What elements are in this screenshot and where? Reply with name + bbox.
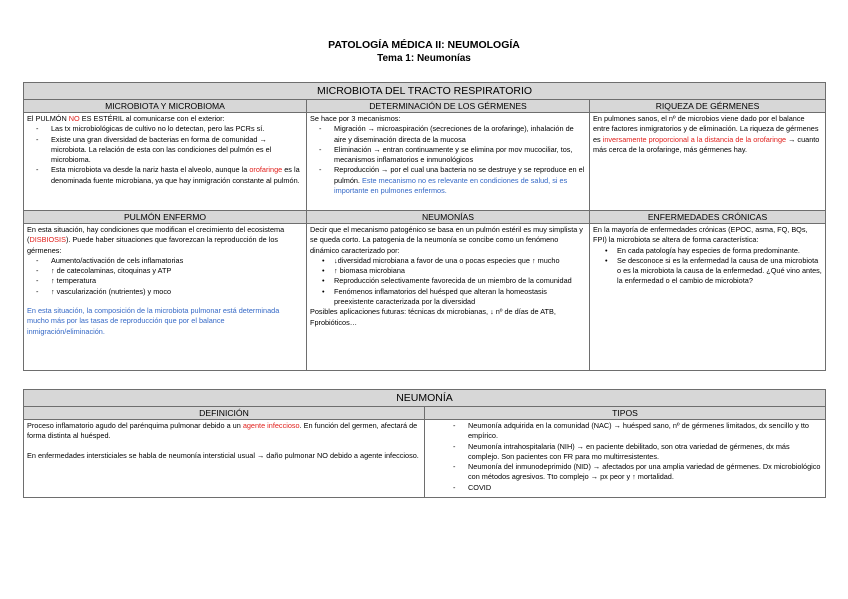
microbiota-table xyxy=(23,82,826,371)
heading-riqueza-germenes: RIQUEZA DE GÉRMENES xyxy=(590,100,826,113)
list-item: - Esta microbiota va desde la nariz hasta el alveolo, aunque la orofaringe es la denominada fuente microbiana, ya que hay inmigración constante al pulmón. xyxy=(51,165,303,186)
paragraph: Proceso inflamatorio agudo del parénquima pulmonar debido a un agente infeccioso. En función del germen, afectará de forma distinta al huésped. xyxy=(27,421,418,441)
paragraph: En enfermedades intersticiales se habla de neumonía intersticial usual → daño pulmonar NO debido a agente infeccioso. xyxy=(27,450,419,460)
heading-tipos: TIPOS xyxy=(425,407,826,420)
list-item: - Eliminación → entran continuamente y se elimina por mov mucociliar, tos, mecanismos inflamatorios e inmunológicos xyxy=(334,145,586,166)
list-item: • En cada patología hay especies de forma predominante. xyxy=(617,246,822,256)
list-item: - ↑ de catecolaminas, citoquinas y ATP xyxy=(51,266,303,276)
heading-determinacion-germenes: DETERMINACIÓN DE LOS GÉRMENES xyxy=(307,100,590,113)
paragraph: En la mayoría de enfermedades crónicas (EPOC, asma, FQ, BQs, FPI) la microbiota se altera de forma característica: xyxy=(593,225,808,245)
list-item: - COVID xyxy=(468,483,822,493)
list-item: - Migración → microaspiración (secreciones de la orofaringe), inhalación de aire y diseminación directa de la mucosa xyxy=(334,124,586,145)
cell-riqueza-germenes xyxy=(590,113,826,211)
list-item: • Se desconoce si es la enfermedad la causa de una microbiota o es la microbiota la causa de la enfermedad. ¿Qué vino antes, la enfermedad o el cambio de microbiota? xyxy=(617,256,822,287)
paragraph: El PULMÓN NO ES ESTÉRIL al comunicarse con el exterior: xyxy=(27,114,225,123)
list-item: • ↓diversidad microbiana a favor de una o pocas especies que ↑ mucho xyxy=(334,256,586,266)
list-item: - Neumonía del inmunodeprimido (NID) → afectados por una amplia variedad de gérmenes. Dx microbiológico con métodos agresivos. Tto complejo → px peor y ↑ mortalidad. xyxy=(468,462,822,483)
bullet-list xyxy=(428,421,822,493)
list-item: - ↑ vascularización (nutrientes) y moco xyxy=(51,287,303,297)
neumonia-table-caption: NEUMONÍA xyxy=(24,390,826,407)
document-subtitle: Tema 1: Neumonías xyxy=(377,53,471,64)
note: En esta situación, la composición de la microbiota pulmonar está determinada mucho más por las tasas de reproducción que por el balance inmigración/eliminación. xyxy=(27,306,280,336)
heading-microbiota-microbioma: MICROBIOTA Y MICROBIOMA xyxy=(24,100,307,113)
cell-neumonias xyxy=(307,224,590,371)
list-item: • Fenómenos inflamatorios del huésped que alteran la homeostasis preexistente caracterizada por la diversidad xyxy=(334,287,586,308)
cell-determinacion-germenes xyxy=(307,113,590,211)
bullet-list xyxy=(310,256,586,307)
bullet-list xyxy=(593,246,822,287)
bullet-list xyxy=(27,256,303,297)
microbiota-table-caption: MICROBIOTA DEL TRACTO RESPIRATORIO xyxy=(24,83,826,100)
cell-definicion xyxy=(24,420,425,498)
document-title: PATOLOGÍA MÉDICA II: NEUMOLOGÍA xyxy=(328,39,520,51)
list-item: - Las tx microbiológicas de cultivo no lo detectan, pero las PCRs sí. xyxy=(51,124,303,134)
list-item: - Neumonía adquirida en la comunidad (NAC) → huésped sano, nº de gérmenes limitados, dx sencillo y tto empírico. xyxy=(468,421,822,442)
paragraph: Posibles aplicaciones futuras: técnicas dx microbianas, ↓ nº de días de ATB, Fprobióticos… xyxy=(310,307,556,327)
paragraph: En pulmones sanos, el nº de microbios viene dado por el balance entre factores inmigratorios y de eliminación. La riqueza de gérmenes es inversamente proporcional a la distancia de la orofaringe → cuanto más cerca de la orofaringe, más gérmenes hay. xyxy=(593,114,820,154)
heading-neumonias: NEUMONÍAS xyxy=(307,211,590,224)
cell-pulmon-enfermo xyxy=(24,224,307,371)
list-item: - Reproducción → por el cual una bacteria no se destruye y se reproduce en el pulmón. Este mecanismo no es relevante en condiciones de salud, si es importante en pulmones enfermos. xyxy=(334,165,586,196)
neumonia-table xyxy=(23,389,826,498)
list-item: - Existe una gran diversidad de bacterias en forma de comunidad → microbiota. La relación de esta con las condiciones del pulmón es el microbioma. xyxy=(51,135,303,166)
list-item: - Aumento/activación de cels inflamatorias xyxy=(51,256,303,266)
list-item: • Reproducción selectivamente favorecida de un miembro de la comunidad xyxy=(334,276,586,286)
cell-microbiota-microbioma xyxy=(24,113,307,211)
heading-enfermedades-cronicas: ENFERMEDADES CRÓNICAS xyxy=(590,211,826,224)
cell-enfermedades-cronicas xyxy=(590,224,826,371)
list-item: - ↑ temperatura xyxy=(51,276,303,286)
list-item: - Neumonía intrahospitalaria (NIH) → en paciente debilitado, son otra variedad de gérmenes, dx más complejo. Son pacientes con FR para mo multirresistentes. xyxy=(468,442,822,463)
paragraph: En esta situación, hay condiciones que modifican el crecimiento del ecosistema (DISBIOSIS). Puede haber situaciones que favorezcan la reproducción de los gérmenes: xyxy=(27,225,285,255)
heading-pulmon-enfermo: PULMÓN ENFERMO xyxy=(24,211,307,224)
bullet-list xyxy=(27,124,303,186)
heading-definicion: DEFINICIÓN xyxy=(24,407,425,420)
paragraph: Se hace por 3 mecanismos: xyxy=(310,114,401,123)
paragraph: Decir que el mecanismo patogénico se basa en un pulmón estéril es muy simplista y se queda corto. La patogenia de la neumonía se concibe como un fenómeno dinámico caracterizado por: xyxy=(310,225,583,255)
list-item: • ↑ biomasa microbiana xyxy=(334,266,586,276)
cell-tipos xyxy=(425,420,826,498)
bullet-list xyxy=(310,124,586,196)
